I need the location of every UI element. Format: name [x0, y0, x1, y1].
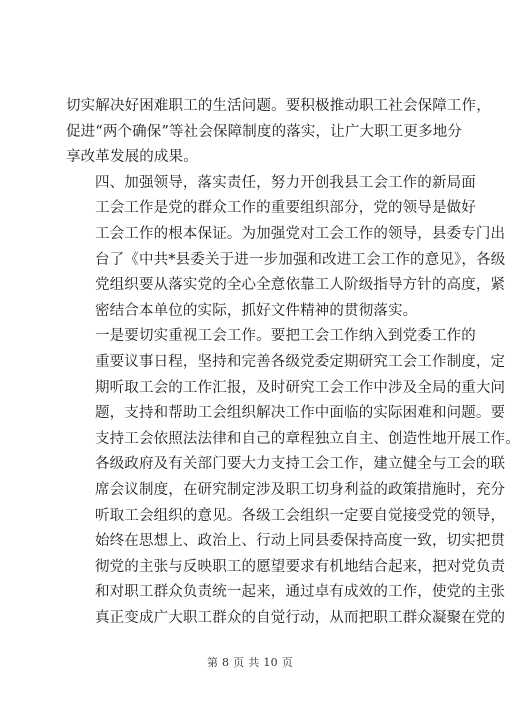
text-line: 听取工会组织的意见。各级工会组织一定要自觉接受党的领导， — [95, 507, 506, 524]
document-paragraph — [66, 171, 476, 197]
text-line: 党组织要从落实党的全心全意依靠工人阶级指导方针的高度，紧 — [95, 277, 506, 294]
document-paragraph — [66, 196, 506, 324]
document-paragraph — [66, 94, 491, 171]
text-line: 真正变成广大职工群众的自觉行动，从而把职工群众凝聚在党的 — [95, 609, 506, 626]
text-line: 重要议事日程，坚持和完善各级党委定期研究工会工作制度，定 — [95, 353, 506, 370]
text-line: 始终在思想上、政治上、行动上同县委保持高度一致，切实把贯 — [95, 533, 506, 550]
document-paragraph — [66, 324, 520, 631]
text-line: 工会工作的根本保证。为加强党对工会工作的领导，县委专门出 — [95, 225, 506, 242]
document-body — [66, 94, 520, 631]
text-line: 彻党的主张与反映职工的愿望要求有机地结合起来，把对党负责 — [95, 558, 506, 575]
text-line: 四、加强领导，落实责任，努力开创我县工会工作的新局面 — [95, 174, 476, 191]
text-line: 台了《中共*县委关于进一步加强和改进工会工作的意见》，各级 — [95, 251, 506, 268]
page-footer: 第 8 页 共 10 页 — [206, 656, 294, 669]
text-line: 切实解决好困难职工的生活问题。要积极推动职工社会保障工作， — [66, 98, 491, 114]
text-line: 享改革发展的成果。 — [66, 149, 198, 166]
text-line: 促进“两个确保”等社会保障制度的落实，让广大职工更多地分 — [66, 123, 463, 140]
text-line: 密结合本单位的实际，抓好文件精神的贯彻落实。 — [95, 302, 418, 319]
text-line: 期听取工会的工作汇报，及时研究工会工作中涉及全局的重大问 — [95, 379, 506, 396]
text-line: 题，支持和帮助工会组织解决工作中面临的实际困难和问题。要 — [95, 405, 506, 422]
text-line: 支持工会依照法法律和自己的章程独立自主、创造性地开展工作。 — [95, 430, 520, 447]
text-line: 席会议制度，在研究制定涉及职工切身利益的政策措施时，充分 — [95, 481, 506, 498]
text-line: 工会工作是党的群众工作的重要组织部分，党的领导是做好 — [95, 200, 476, 217]
text-line: 和对职工群众负责统一起来，通过卓有成效的工作，使党的主张 — [95, 584, 506, 601]
text-line: 一是要切实重视工会工作。要把工会工作纳入到党委工作的 — [95, 328, 476, 345]
text-line: 各级政府及有关部门要大力支持工会工作，建立健全与工会的联 — [95, 456, 506, 473]
